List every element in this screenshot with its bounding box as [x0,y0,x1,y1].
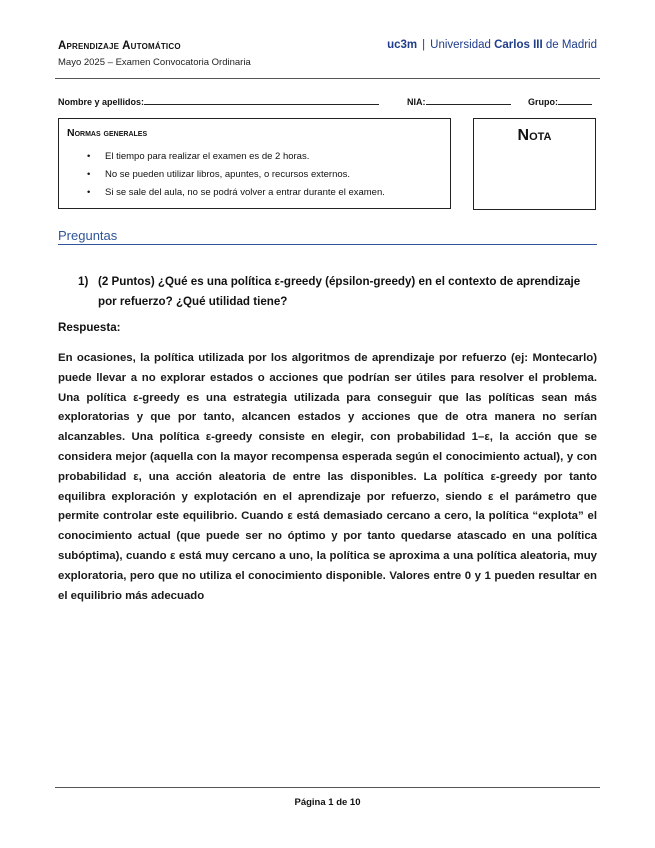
rules-box [58,118,451,209]
section-heading: Preguntas [58,228,118,243]
section-underline [58,244,597,245]
nia-label: NIA: [407,97,426,107]
student-name-line[interactable] [144,95,379,105]
question-text: (2 Puntos) ¿Qué es una política ε-greedy (épsilon-greedy) en el contexto de aprendizaje por refuerzo? ¿Qué utilidad tiene? [98,275,581,308]
exam-subtitle: Mayo 2025 – Examen Convocatoria Ordinaria [58,57,251,68]
logo-univ-bold: Carlos III [494,39,543,51]
rules-title: Normas generales [67,127,148,139]
student-name-field [58,95,379,107]
logo-univ-prefix: Universidad [430,39,495,51]
student-name-label: Nombre y apellidos: [58,97,145,107]
group-line[interactable] [558,95,592,105]
group-label: Grupo: [528,97,558,107]
rules-list [87,148,385,202]
grade-label: Nota [517,127,552,144]
university-logo [387,39,597,51]
rule-item: • El tiempo para realizar el examen es de 2 horas. [87,148,385,166]
answer-label: Respuesta: [58,321,121,334]
header-divider [55,78,600,79]
logo-univ-suffix: de Madrid [542,39,597,51]
nia-line[interactable] [426,95,511,105]
course-title: Aprendizaje Automático [58,40,181,52]
logo-separator: | [422,39,426,51]
footer-divider [55,787,600,788]
answer-body: En ocasiones, la política utilizada por los algoritmos de aprendizaje por refuerzo (ej: Montecarlo) puede llevar a no explorar estados o acciones que podrían ser útiles para resolver el problema. Una política ε-greedy es una estrategia utilizada para conseguir que las políticas sean más exploratorias y que por tanto, alcancen estados y acciones que de otra manera no serían alcanzables. Una política ε-greedy consiste en elegir, con probabilidad 1–ε, la acción que se considera mejor (aquella con la mayor recompensa esperada según el conocimiento actual), y con probabilidad ε, una acción aleatoria de entre las disponibles. La política ε-greedy por tanto equilibra exploración y explotación en el aprendizaje por refuerzo, siendo ε el parámetro que permite controlar este equilibrio. Cuando ε está demasiado cercano a cero, la política “explota” el conocimiento actual (que puede ser no óptimo y por tanto quedarse atascado en una política subóptima), cuando ε está muy cercano a uno, la política se aproxima a una política aleatoria, muy exploratoria, pero que no utiliza el conocimiento disponible. Valores entre 0 y 1 pueden resultar en el equilibrio más adecuado [58,352,597,602]
page-number: Página 1 de 10 [294,797,361,808]
rule-item: • No se pueden utilizar libros, apuntes, o recursos externos. [87,166,385,184]
logo-uc3m: uc3m [387,39,418,51]
group-field [528,95,592,107]
nia-field [407,95,511,107]
grade-box [473,118,596,210]
rule-item: • Si se sale del aula, no se podrá volver a entrar durante el examen. [87,184,385,202]
question-1 [78,272,598,312]
question-number: 1) [78,275,89,288]
